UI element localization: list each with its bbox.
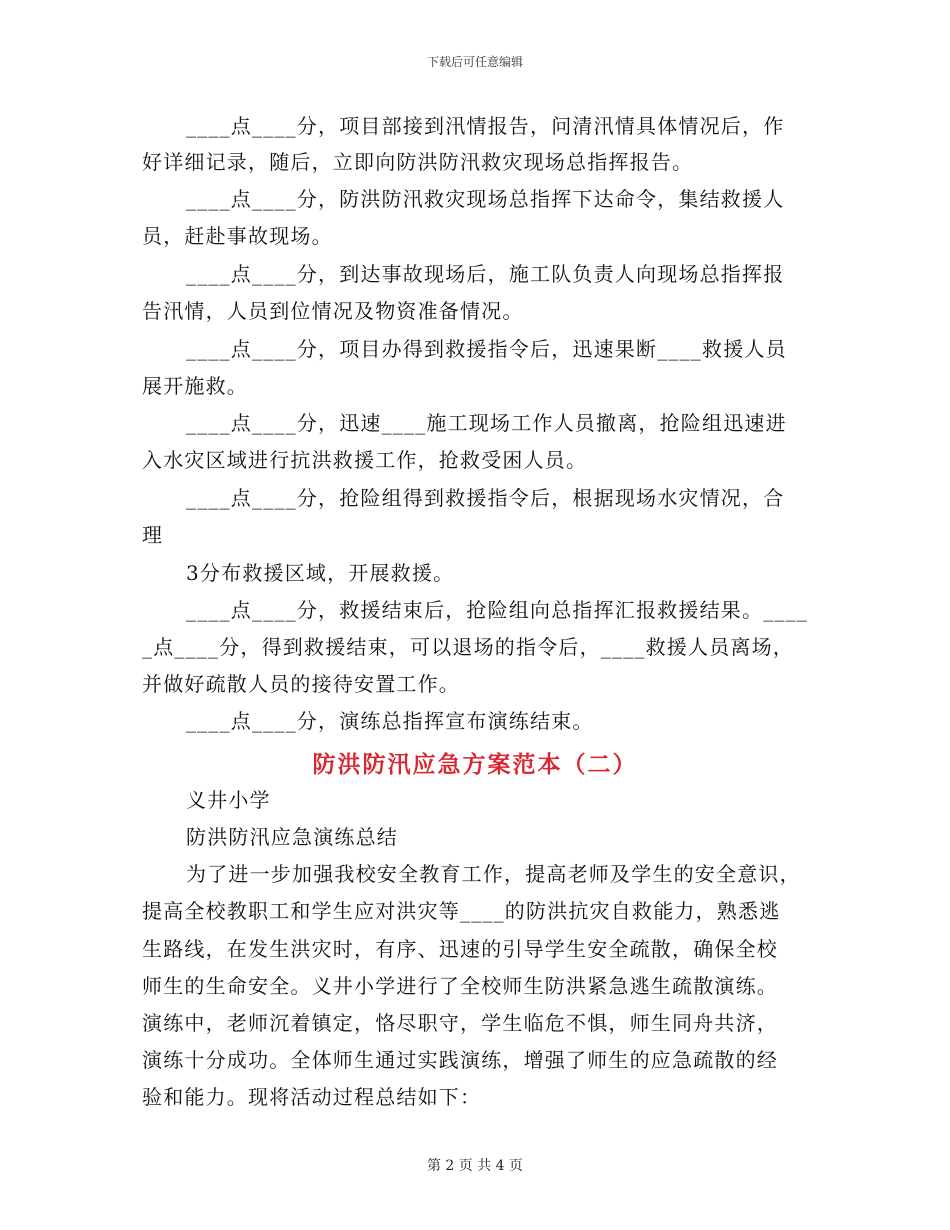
paragraph-line: _点____分，得到救援结束，可以退场的指令后，____救援人员离场， <box>142 635 794 659</box>
paragraph-line: 为了进一步加强我校安全教育工作，提高老师及学生的安全意识， <box>186 862 801 886</box>
section-subtitle: 防洪防汛应急演练总结 <box>186 825 398 849</box>
paragraph-line: ____点____分，迅速____施工现场工作人员撤离，抢险组迅速进 <box>186 411 787 435</box>
paragraph-line: 演练十分成功。全体师生通过实践演练，增强了师生的应急疏散的经 <box>142 1048 778 1072</box>
paragraph-line: ____点____分，项目办得到救援指令后，迅速果断____救援人员 <box>186 337 787 361</box>
paragraph-line: ____点____分，项目部接到汛情报告，问清汛情具体情况后，作 <box>186 114 785 138</box>
paragraph-line: ____点____分，到达事故现场后，施工队负责人向现场总指挥报 <box>186 262 785 286</box>
paragraph-line: 告汛情，人员到位情况及物资准备情况。 <box>142 299 524 323</box>
paragraph-line: 入水灾区域进行抗洪救援工作，抢救受困人员。 <box>142 448 588 472</box>
paragraph-line: 提高全校教职工和学生应对洪灾等____的防洪抗灾自救能力，熟悉逃 <box>142 899 781 923</box>
paragraph-line: 生路线，在发生洪灾时，有序、迅速的引导学生安全疏散，确保全校 <box>142 937 778 961</box>
paragraph-line: 演练中，老师沉着镇定，恪尽职守，学生临危不惧，师生同舟共济， <box>142 1011 778 1035</box>
paragraph-line: 并做好疏散人员的接待安置工作。 <box>142 672 460 696</box>
paragraph-line: 员，赶赴事故现场。 <box>142 224 333 248</box>
page-number: 第 2 页 共 4 页 <box>426 1158 524 1174</box>
paragraph-line: ____点____分，防洪防汛救灾现场总指挥下达命令，集结救援人 <box>186 187 785 211</box>
paragraph-line: 3分布救援区域，开展救援。 <box>186 561 455 585</box>
paragraph-line: 验和能力。现将活动过程总结如下： <box>142 1085 482 1109</box>
paragraph-line: ____点____分，演练总指挥宣布演练结束。 <box>186 709 594 733</box>
school-name: 义井小学 <box>186 788 271 812</box>
paragraph-line: 师生的生命安全。义井小学进行了全校师生防洪紧急逃生疏散演练。 <box>142 974 778 998</box>
paragraph-line: ____点____分，抢险组得到救援指令后，根据现场水灾情况，合 <box>186 486 785 510</box>
section-title: 防洪防汛应急方案范本（二） <box>312 751 638 778</box>
paragraph-line: ____点____分，救援结束后，抢险组向总指挥汇报救援结果。____ <box>186 598 808 622</box>
paragraph-line: 展开施救。 <box>142 374 248 398</box>
paragraph-line: 好详细记录，随后，立即向防洪防汛救灾现场总指挥报告。 <box>142 150 694 174</box>
paragraph-line: 理 <box>142 523 164 547</box>
page-header-note: 下载后可任意编辑 <box>426 55 523 69</box>
